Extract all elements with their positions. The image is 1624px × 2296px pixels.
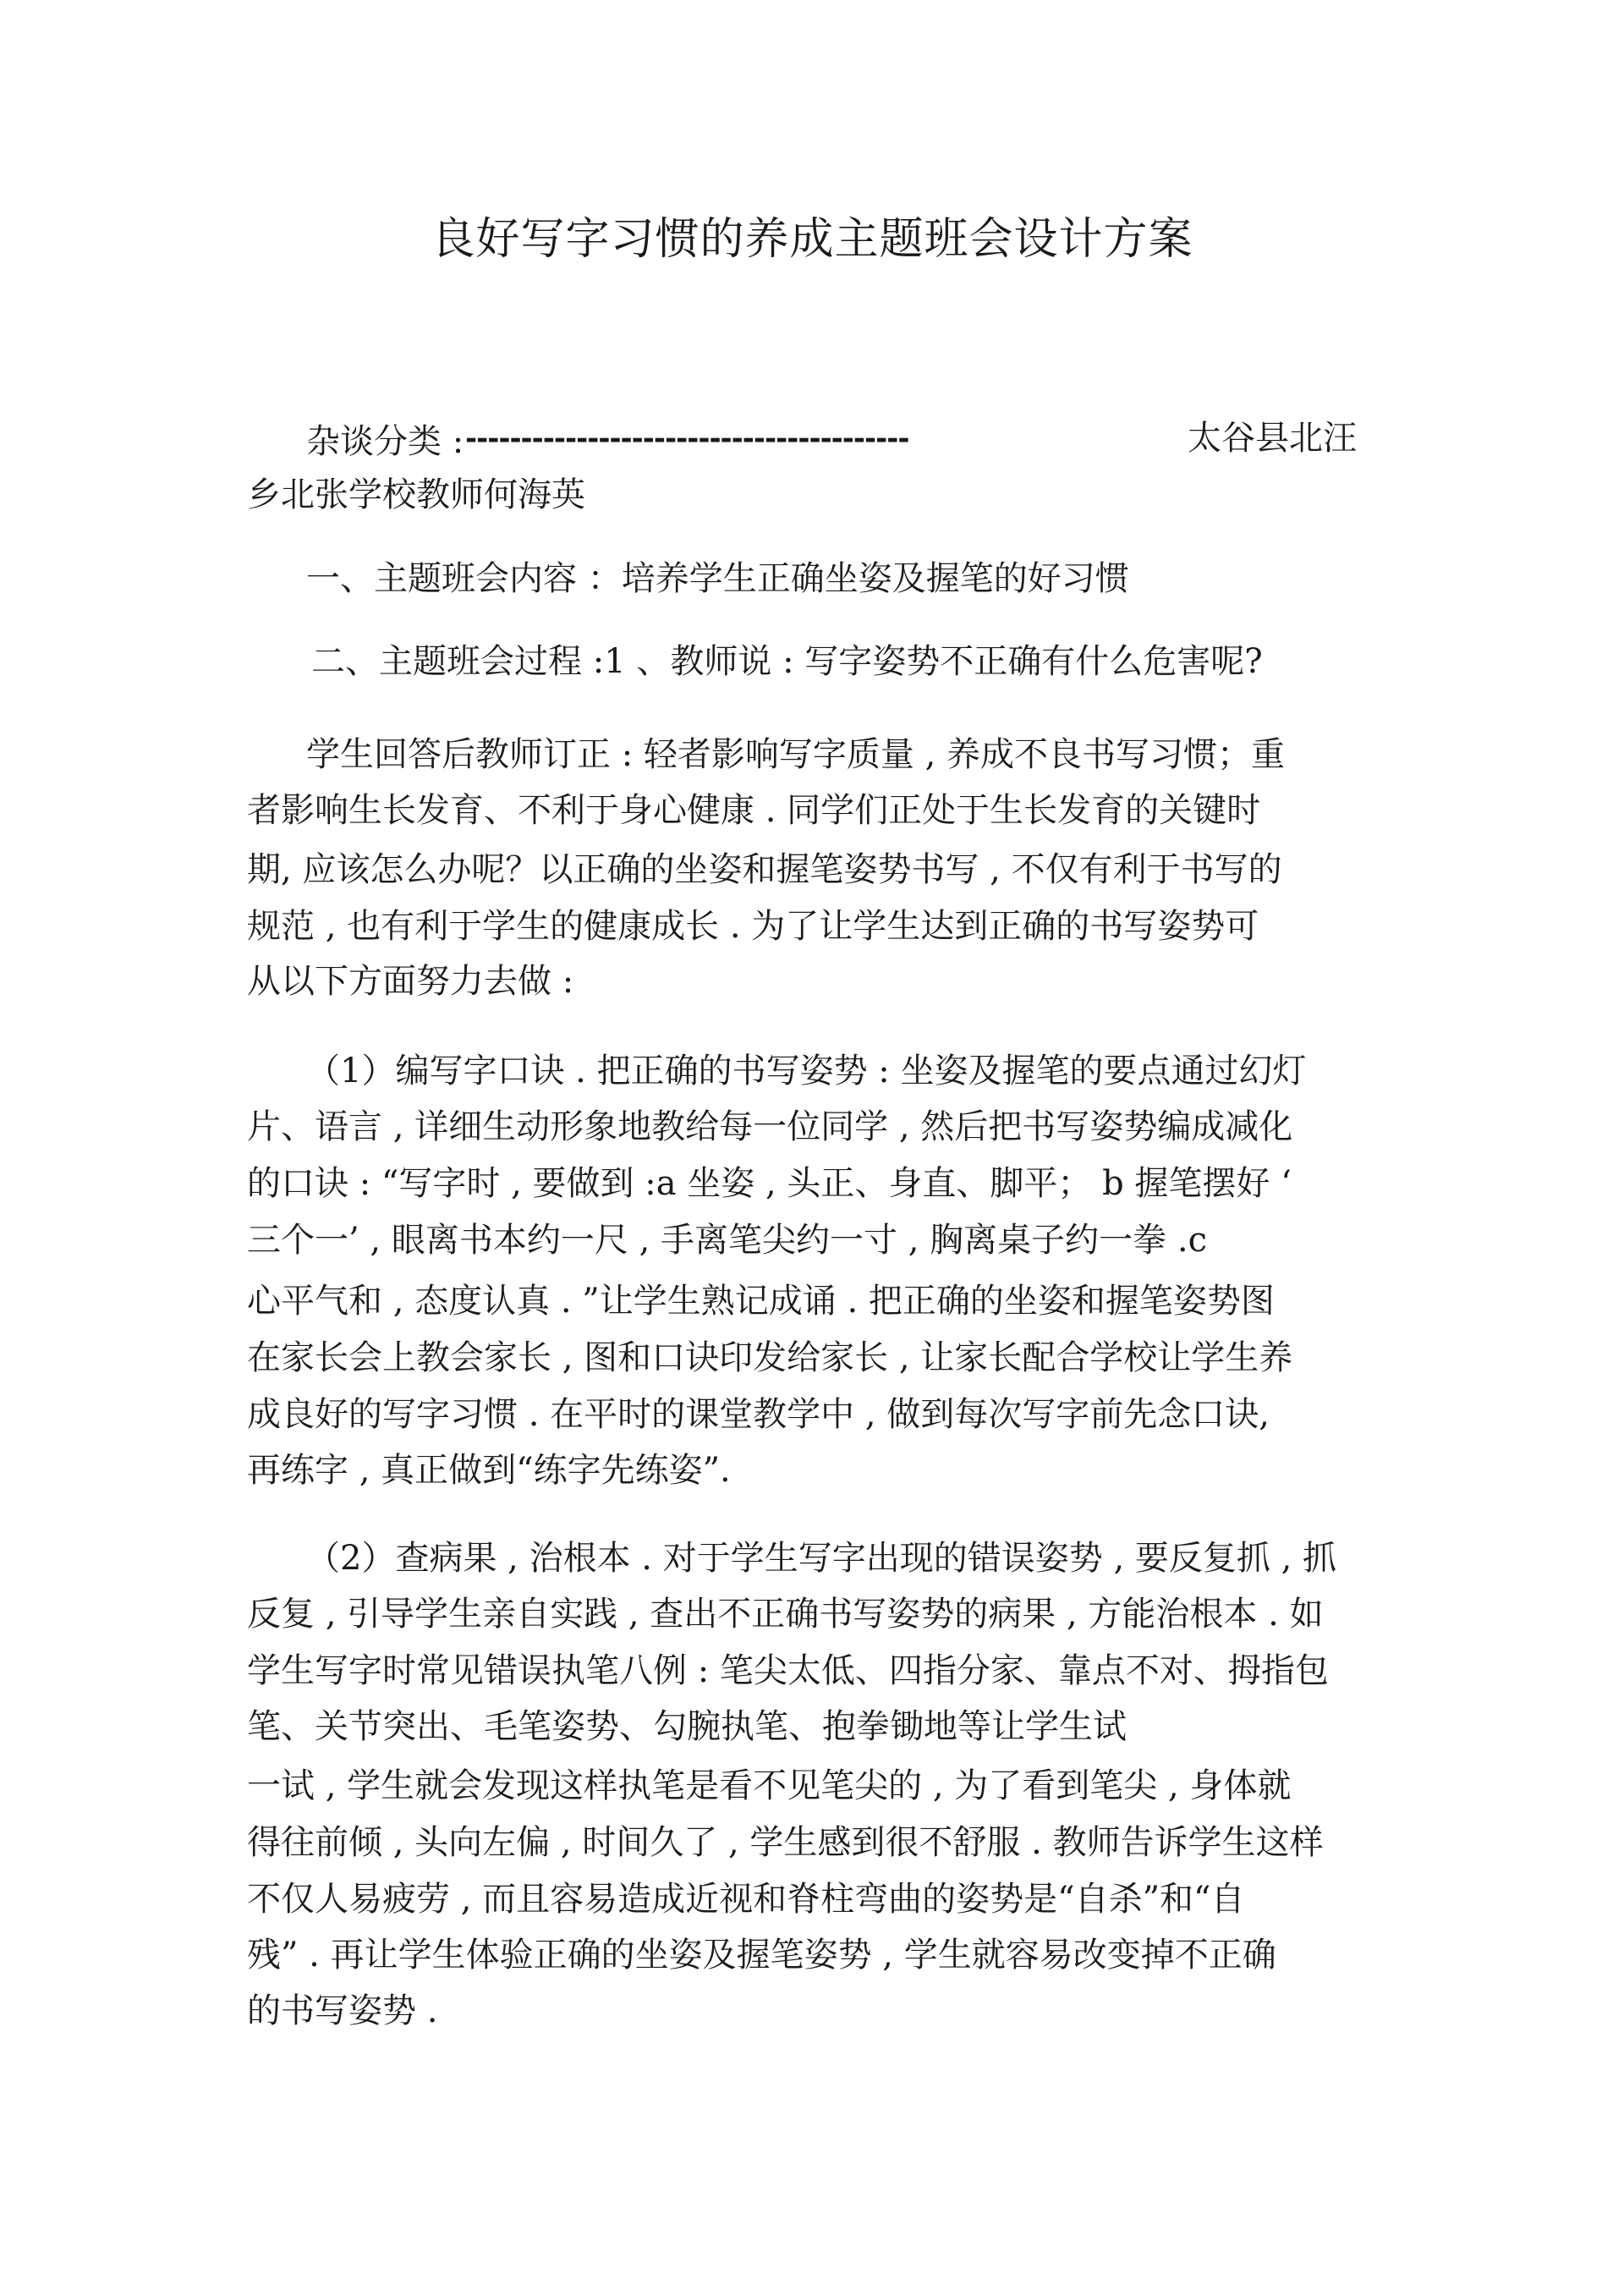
paragraph-line: 学生回答后教师订正 : 轻者影响写字质量 , 养成不良书写习惯；重 (306, 735, 1286, 774)
paragraph-line: 的书写姿势 . (247, 1991, 438, 2030)
section-2-heading: 二、主题班会过程 :1 、教师说 : 写字姿势不正确有什么危害呢? (311, 642, 1263, 681)
section-1-heading: 一、主题班会内容 ：培养学生正确坐姿及握笔的好习惯 (306, 559, 1129, 598)
paragraph-line: 成良好的写字习惯 . 在平时的课堂教学中 , 做到每次写字前先念口诀, (247, 1395, 1270, 1434)
paragraph-line: 学生写字时常见错误执笔八例 : 笔尖太低、四指分家、靠点不对、拇指包 (247, 1651, 1329, 1690)
paragraph-line: 残” . 再让学生体验正确的坐姿及握笔姿势 , 学生就容易改变掉不正确 (247, 1936, 1276, 1975)
dash-line: ---------------------------------------- (465, 422, 909, 456)
paragraph-line: 再练字 , 真正做到“练字先练姿”. (247, 1451, 731, 1490)
document-title: 良好写字习惯的养成主题班会设计方案 (431, 214, 1193, 265)
author-line-1: 太谷县北汪 (1188, 419, 1357, 458)
paragraph-line: 一试 , 学生就会发现这样执笔是看不见笔尖的 , 为了看到笔尖 , 身体就 (247, 1766, 1292, 1805)
paragraph-line: 笔、关节突出、毛笔姿势、勾腕执笔、抱拳锄地等让学生试 (247, 1707, 1127, 1746)
paragraph-line: （1）编写字口诀 . 把正确的书写姿势 : 坐姿及握笔的要点通过幻灯 (306, 1052, 1307, 1090)
paragraph-line: 三个一’ , 眼离书本约一尺 , 手离笔尖约一寸 , 胸离桌子约一拳 .c (247, 1221, 1207, 1260)
paragraph-line: 的口诀 : “写字时 , 要做到 :a 坐姿 , 头正、身直、脚平； b 握笔摆好 ‘ (247, 1164, 1292, 1203)
author-line-2: 乡北张学校教师何海英 (247, 475, 585, 514)
paragraph-line: 规范 , 也有利于学生的健康成长 . 为了让学生达到正确的书写姿势可 (247, 907, 1259, 946)
paragraph-line: 期, 应该怎么办呢？以正确的坐姿和握笔姿势书写 , 不仅有利于书写的 (247, 850, 1282, 889)
paragraph-line: 在家长会上教会家长 , 图和口诀印发给家长 , 让家长配合学校让学生养 (247, 1338, 1293, 1377)
paragraph-line: 不仅人易疲劳 , 而且容易造成近视和脊柱弯曲的姿势是“自杀”和“自 (247, 1880, 1245, 1919)
paragraph-line: 者影响生长发育、不利于身心健康 . 同学们正处于生长发育的关键时 (247, 791, 1261, 830)
paragraph-line: 心平气和 , 态度认真 . ”让学生熟记成诵 . 把正确的坐姿和握笔姿势图 (247, 1282, 1275, 1321)
paragraph-line: （2）查病果 , 治根本 . 对于学生写字出现的错误姿势 , 要反复抓 , 抓 (306, 1539, 1337, 1578)
paragraph-line: 片、语言 , 详细生动形象地教给每一位同学 , 然后把书写姿势编成减化 (247, 1107, 1293, 1146)
paragraph-line: 反复 , 引导学生亲自实践 , 查出不正确书写姿势的病果 , 方能治根本 . 如 (247, 1595, 1324, 1634)
category-label: 杂谈分类 : (306, 422, 464, 461)
paragraph-line: 得往前倾 , 头向左偏 , 时间久了 , 学生感到很不舒服 . 教师告诉学生这样 (247, 1823, 1324, 1862)
paragraph-line: 从以下方面努力去做 : (247, 962, 574, 1001)
